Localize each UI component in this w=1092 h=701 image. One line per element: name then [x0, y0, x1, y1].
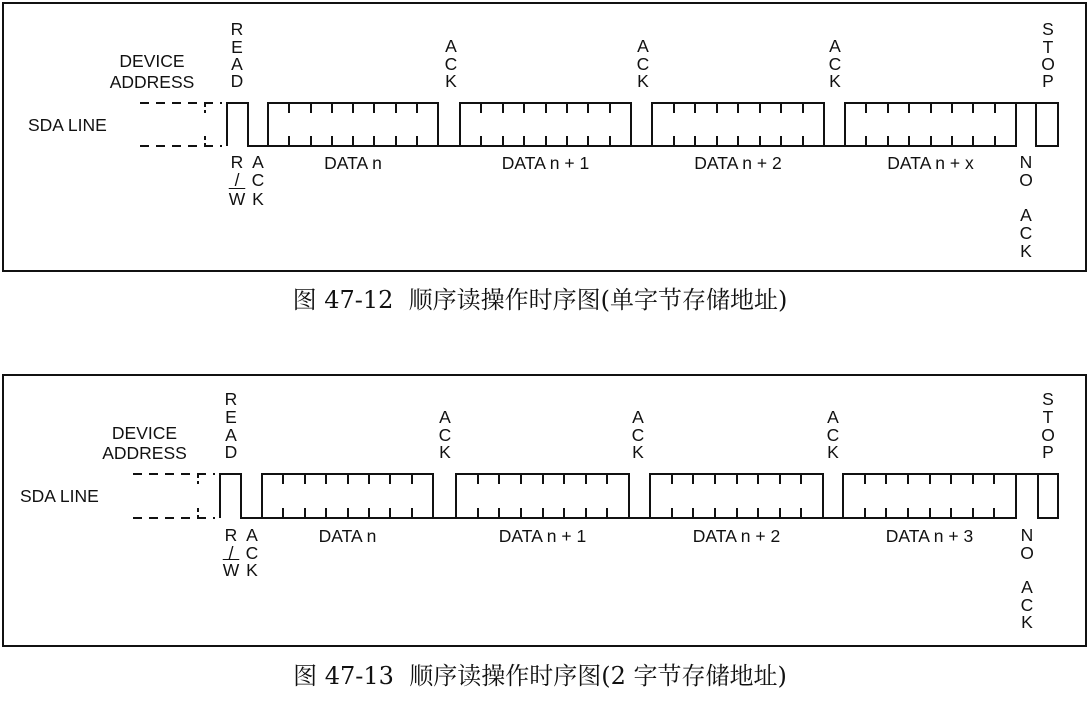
rw-ack-label-letter: A — [246, 525, 258, 546]
device-address-label — [92, 51, 212, 93]
read-label-letter: D — [230, 71, 244, 92]
data-byte-label: DATA n + 2 — [692, 526, 781, 546]
read-label-letter: E — [225, 406, 237, 427]
rw-ack-label-letter: C — [251, 170, 265, 191]
data-byte-label: DATA n + 2 — [694, 153, 782, 173]
ack-label-letter: A — [632, 407, 644, 428]
rw-slash: / — [228, 542, 234, 563]
data-byte-label: DATA n + x — [887, 153, 974, 173]
stop-label-letter: P — [1042, 71, 1054, 92]
ack-label-letter: K — [632, 442, 644, 463]
data-byte-label: DATA n + 1 — [498, 526, 587, 546]
ack-label-letter: K — [445, 71, 457, 92]
stop-label — [1038, 391, 1058, 462]
ack-label-letter: C — [631, 424, 645, 445]
address-label: ADDRESS — [102, 443, 187, 463]
stop-label-letter: S — [1042, 19, 1054, 40]
no-label — [1016, 153, 1036, 189]
read-label — [221, 391, 241, 462]
stop-label-letter: T — [1042, 36, 1054, 57]
ack-label — [435, 409, 455, 462]
read-label-letter: A — [225, 424, 237, 445]
data-byte-label: DATA n — [318, 526, 377, 546]
read-label-letter: A — [231, 53, 243, 74]
ack-label-letter: A — [827, 407, 839, 428]
stop-label-letter: T — [1042, 406, 1054, 427]
diagram-frame — [2, 2, 1087, 272]
device-label: DEVICE — [119, 51, 185, 72]
rw-ack-label — [242, 527, 262, 580]
ack-label — [823, 409, 843, 462]
no-ack-label-letter: C — [1020, 594, 1034, 615]
ack-label-letter: K — [829, 71, 841, 92]
ack-label-letter: K — [637, 71, 649, 92]
stop-label-letter: O — [1041, 424, 1055, 445]
ack-label-letter: A — [439, 407, 451, 428]
ack-label-letter: C — [826, 424, 840, 445]
no-ack-label-letter: K — [1021, 612, 1033, 633]
diagram-frame — [2, 374, 1087, 647]
rw-w-letter-overlined: $\overline{W}$ — [228, 188, 246, 209]
rw-label — [221, 527, 241, 580]
read-label-letter: R — [224, 389, 238, 410]
stop-label-letter: P — [1042, 442, 1054, 463]
rw-w-letter-overlined: $\overline{W}$ — [222, 560, 240, 581]
no-label-letter: N — [1019, 152, 1033, 172]
read-label-letter: E — [231, 36, 243, 57]
no-label-letter: N — [1020, 525, 1034, 546]
read-label-letter: R — [230, 19, 244, 40]
figure-caption: 图 47-12 顺序读操作时序图(单字节存储地址) — [292, 286, 788, 314]
ack-label — [441, 38, 461, 91]
data-byte-label: DATA n — [324, 153, 382, 173]
stop-label — [1038, 21, 1058, 90]
rw-ack-label-letter: K — [252, 188, 264, 209]
no-ack-label-letter: A — [1020, 205, 1032, 225]
ack-label — [633, 38, 653, 91]
stop-label-letter: O — [1041, 53, 1055, 74]
ack-label-letter: C — [636, 53, 650, 74]
sda-line-label: SDA LINE — [20, 486, 99, 506]
ack-label-letter: C — [444, 53, 458, 74]
ack-label-letter: C — [438, 424, 452, 445]
no-ack-label — [1017, 579, 1037, 632]
rw-ack-label-letter: C — [245, 542, 259, 563]
rw-ack-label-letter: A — [252, 151, 264, 172]
read-label-letter: D — [224, 442, 238, 463]
rw-r-letter: R — [230, 151, 244, 172]
ack-label — [825, 38, 845, 91]
stop-label-letter: S — [1042, 389, 1054, 410]
no-ack-label-letter: A — [1021, 577, 1033, 598]
no-label-letter: O — [1019, 170, 1033, 190]
ack-label-letter: K — [439, 442, 451, 463]
ack-label-letter: K — [827, 442, 839, 463]
address-label: ADDRESS — [109, 72, 195, 93]
ack-label-letter: A — [637, 36, 649, 57]
ack-label — [628, 409, 648, 462]
data-byte-label: DATA n + 1 — [501, 153, 590, 173]
no-ack-label-letter: K — [1020, 241, 1032, 261]
read-label — [227, 21, 247, 90]
device-label: DEVICE — [111, 423, 178, 443]
no-ack-label — [1016, 206, 1036, 260]
no-label-letter: O — [1020, 542, 1034, 563]
data-byte-label: DATA n + 3 — [885, 526, 974, 546]
sda-line-label: SDA LINE — [28, 115, 107, 135]
device-address-label — [85, 423, 205, 463]
no-ack-label-letter: C — [1019, 223, 1033, 243]
rw-label — [227, 153, 247, 209]
rw-ack-label-letter: K — [246, 560, 258, 581]
rw-r-letter: R — [224, 525, 238, 546]
ack-label-letter: A — [445, 36, 457, 57]
rw-slash: / — [234, 170, 240, 191]
ack-label-letter: A — [829, 36, 841, 57]
ack-label-letter: C — [828, 53, 842, 74]
rw-ack-label — [248, 153, 268, 209]
no-label — [1017, 527, 1037, 562]
figure-caption: 图 47-13 顺序读操作时序图(2 字节存储地址) — [293, 662, 787, 690]
